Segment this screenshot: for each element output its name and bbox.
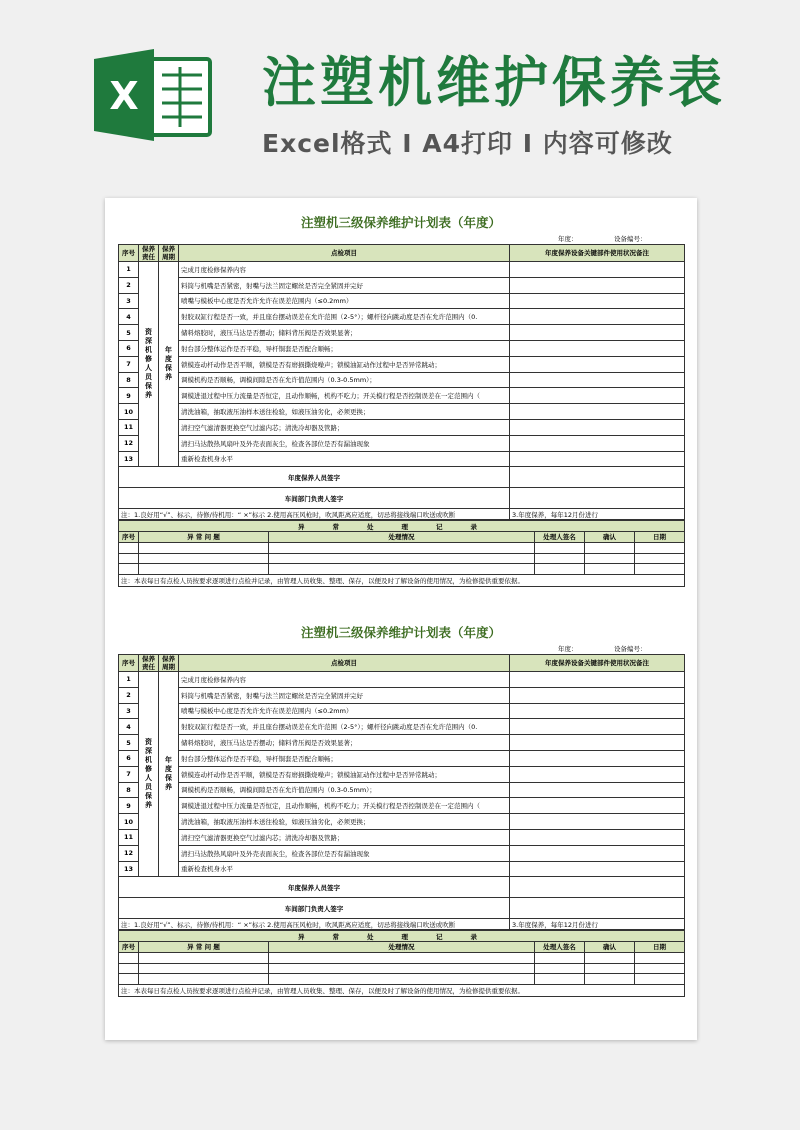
sign-row-staff (119, 467, 685, 488)
cycle-cell: 年度保养 (159, 672, 179, 877)
banner (0, 0, 800, 195)
item-note-cell (510, 735, 685, 751)
table-row (119, 861, 685, 877)
item-note-cell (510, 293, 685, 309)
issue-blank-cell (139, 543, 269, 554)
item-text: 锁模连动杆动作是否平顺，锁模是否有磨损撕烧噪声；锁模油缸动作过程中是否异常跳动； (179, 356, 510, 372)
issue-blank-cell (139, 553, 269, 564)
item-note-cell (510, 277, 685, 293)
table-row (119, 814, 685, 830)
issue-blank-cell (119, 553, 139, 564)
table-row (119, 293, 685, 309)
item-number: 2 (119, 277, 139, 293)
item-text: 调模进退过程中压力流量是否恒定，且动作顺畅，机构不吃力；开关模行程是否控制误差在一定范围内（ (179, 388, 510, 404)
note-right: 3.年度保养，每年12月份进行 (510, 919, 685, 930)
item-number: 12 (119, 845, 139, 861)
issue-blank-cell (139, 963, 269, 974)
item-note-cell (510, 451, 685, 467)
issue-blank-row (119, 564, 685, 575)
year-label: 年度： (558, 645, 578, 653)
item-text: 锁模连动杆动作是否平顺，锁模是否有磨损撕烧噪声；锁模油缸动作过程中是否异常跳动； (179, 766, 510, 782)
item-number: 12 (119, 435, 139, 451)
col-cycle: 保养周期 (159, 655, 179, 672)
issue-band-row (119, 521, 685, 532)
issue-blank-row (119, 553, 685, 564)
table-row (119, 372, 685, 388)
item-text: 清扫空气滤清器更换空气过滤内芯；清洗冷却器及管路； (179, 829, 510, 845)
issue-blank-row (119, 974, 685, 985)
item-note-cell (510, 766, 685, 782)
col-no: 序号 (119, 655, 139, 672)
item-number: 2 (119, 687, 139, 703)
issue-blank-cell (119, 974, 139, 985)
issue-band-row (119, 931, 685, 942)
item-number: 3 (119, 703, 139, 719)
issue-blank-cell (585, 953, 635, 964)
table-row (119, 419, 685, 435)
issue-blank-cell (139, 953, 269, 964)
issue-blank-cell (269, 974, 535, 985)
table-row (119, 829, 685, 845)
item-note-cell (510, 782, 685, 798)
item-number: 1 (119, 262, 139, 278)
table-row (119, 356, 685, 372)
item-note-cell (510, 687, 685, 703)
table-row (119, 703, 685, 719)
item-number: 13 (119, 861, 139, 877)
table-row (119, 672, 685, 688)
item-text: 清洗油箱，抽取液压油样本送往检验，如液压油劣化，必须更换； (179, 404, 510, 420)
col-note: 年度保养设备关键部件使用状况备注 (510, 655, 685, 672)
item-note-cell (510, 262, 685, 278)
responsible-cell: 资深机修人员保养 (139, 672, 159, 877)
item-text: 储料熔胶时，液压马达是否摆动；储料背压阀是否效果显著； (179, 325, 510, 341)
issue-blank-cell (635, 553, 685, 564)
issue-blank-cell (269, 963, 535, 974)
plan-sheet-2 (118, 622, 684, 997)
item-text: 射胶双缸行程是否一致，并且座台摆动误差在允许范围（2-5°）；螺杆径向跳动度是否在允许范围内（0. (179, 719, 510, 735)
sheet-meta (118, 234, 684, 244)
item-text: 完成月度检修保养内容 (179, 262, 510, 278)
issue-col-signer: 处理人签名 (535, 532, 585, 543)
inspection-table (118, 654, 685, 930)
item-note-cell (510, 672, 685, 688)
issue-blank-cell (535, 564, 585, 575)
issue-blank-cell (535, 974, 585, 985)
issue-blank-cell (269, 553, 535, 564)
sheet-meta (118, 644, 684, 654)
sign-manager-value (510, 898, 685, 919)
responsible-cell: 资深机修人员保养 (139, 262, 159, 467)
issue-table (118, 520, 685, 587)
note-row (119, 509, 685, 520)
issue-blank-cell (139, 564, 269, 575)
note-left: 注：1.良好用“√”、标示，待修/待机用：“ ×”标示 2.使用高压风枪时，吹风距离应适度，切忌将接线端口吹送或吹断 (119, 509, 510, 520)
col-note: 年度保养设备关键部件使用状况备注 (510, 245, 685, 262)
table-header-row (119, 655, 685, 672)
sheet-title: 注塑机三级保养维护计划表（年度） (300, 215, 501, 230)
table-row (119, 325, 685, 341)
table-row (119, 435, 685, 451)
item-number: 8 (119, 782, 139, 798)
sign-staff-value (510, 877, 685, 898)
col-no: 序号 (119, 245, 139, 262)
issue-band: 异常处理记录 (119, 931, 685, 942)
issue-band: 异常处理记录 (119, 521, 685, 532)
item-note-cell (510, 750, 685, 766)
issue-blank-cell (585, 564, 635, 575)
device-label: 设备编号： (614, 645, 647, 653)
item-note-cell (510, 340, 685, 356)
item-number: 11 (119, 419, 139, 435)
issue-blank-cell (535, 963, 585, 974)
table-row (119, 798, 685, 814)
issue-blank-row (119, 543, 685, 554)
sign-manager-value (510, 488, 685, 509)
issue-blank-cell (535, 953, 585, 964)
page-subtitle: Excel格式 I A4打印 I 内容可修改 (262, 129, 673, 158)
issue-blank-cell (585, 963, 635, 974)
table-row (119, 262, 685, 278)
item-note-cell (510, 356, 685, 372)
item-text: 完成月度检修保养内容 (179, 672, 510, 688)
table-row (119, 719, 685, 735)
sign-row-manager (119, 898, 685, 919)
plan-sheet-1 (118, 212, 684, 587)
sign-manager-label: 车间部门负责人签字 (119, 488, 510, 509)
sign-staff-label: 年度保养人员签字 (119, 467, 510, 488)
issue-blank-row (119, 963, 685, 974)
item-number: 6 (119, 340, 139, 356)
item-number: 4 (119, 309, 139, 325)
issue-blank-cell (119, 564, 139, 575)
item-note-cell (510, 829, 685, 845)
item-note-cell (510, 435, 685, 451)
table-row (119, 277, 685, 293)
table-row (119, 845, 685, 861)
table-row (119, 340, 685, 356)
year-label: 年度： (558, 235, 578, 243)
item-number: 13 (119, 451, 139, 467)
logo-letter: X (109, 74, 139, 118)
issue-col-date: 日期 (635, 532, 685, 543)
item-text: 清扫马达散热风扇叶及外壳表面灰尘，检查各部位是否有漏油现象 (179, 845, 510, 861)
item-text: 重新检查机身水平 (179, 451, 510, 467)
item-note-cell (510, 861, 685, 877)
issue-blank-cell (635, 953, 685, 964)
issue-col-confirm: 确认 (585, 942, 635, 953)
issue-blank-cell (635, 564, 685, 575)
item-note-cell (510, 309, 685, 325)
item-text: 料筒与机嘴是否紧密，射嘴与法兰固定螺丝是否完全紧固并完好 (179, 277, 510, 293)
footer-note: 注：本表每日有点检人员按要求逐项进行点检并记录，由管理人员收集、整理、保存，以便及时了解设备的使用情况，为检修提供重要依据。 (119, 574, 685, 586)
issue-blank-cell (585, 974, 635, 985)
item-text: 调模机构是否顺畅，调模间隙是否在允许值范围内（0.3-0.5mm）； (179, 782, 510, 798)
item-text: 调模机构是否顺畅，调模间隙是否在允许值范围内（0.3-0.5mm）； (179, 372, 510, 388)
page-title: 注塑机维护保养表 (262, 51, 726, 114)
item-number: 6 (119, 750, 139, 766)
issue-blank-cell (535, 553, 585, 564)
issue-table (118, 930, 685, 997)
issue-col-date: 日期 (635, 942, 685, 953)
issue-col-signer: 处理人签名 (535, 942, 585, 953)
table-header-row (119, 245, 685, 262)
item-number: 9 (119, 798, 139, 814)
item-note-cell (510, 703, 685, 719)
item-note-cell (510, 404, 685, 420)
issue-blank-cell (635, 543, 685, 554)
issue-blank-cell (635, 963, 685, 974)
item-number: 11 (119, 829, 139, 845)
table-row (119, 451, 685, 467)
issue-blank-cell (119, 953, 139, 964)
issue-blank-cell (585, 553, 635, 564)
table-row (119, 687, 685, 703)
paper-sheet (105, 198, 697, 1040)
col-item: 点检项目 (179, 245, 510, 262)
table-row (119, 766, 685, 782)
issue-blank-cell (139, 974, 269, 985)
item-text: 喷嘴与模板中心度是否允许允许在误差范围内（≤0.2mm） (179, 293, 510, 309)
item-number: 8 (119, 372, 139, 388)
issue-blank-cell (119, 543, 139, 554)
col-responsible: 保养责任 (139, 655, 159, 672)
col-cycle: 保养周期 (159, 245, 179, 262)
issue-blank-cell (535, 543, 585, 554)
table-row (119, 782, 685, 798)
item-number: 7 (119, 356, 139, 372)
issue-blank-cell (585, 543, 635, 554)
note-left: 注：1.良好用“√”、标示，待修/待机用：“ ×”标示 2.使用高压风枪时，吹风距离应适度，切忌将接线端口吹送或吹断 (119, 919, 510, 930)
sign-staff-label: 年度保养人员签字 (119, 877, 510, 898)
item-text: 射台部分整体运作是否平稳，导杆铜套是否配合顺畅； (179, 340, 510, 356)
issue-header-row (119, 942, 685, 953)
item-number: 7 (119, 766, 139, 782)
item-text: 重新检查机身水平 (179, 861, 510, 877)
item-note-cell (510, 814, 685, 830)
item-number: 1 (119, 672, 139, 688)
issue-col-no: 序号 (119, 942, 139, 953)
item-text: 清洗油箱，抽取液压油样本送往检验，如液压油劣化，必须更换； (179, 814, 510, 830)
item-text: 调模进退过程中压力流量是否恒定，且动作顺畅，机构不吃力；开关模行程是否控制误差在一定范围内（ (179, 798, 510, 814)
sign-row-staff (119, 877, 685, 898)
item-note-cell (510, 388, 685, 404)
item-number: 5 (119, 735, 139, 751)
item-note-cell (510, 845, 685, 861)
issue-col-problem: 异 常 问 题 (139, 942, 269, 953)
issue-col-problem: 异 常 问 题 (139, 532, 269, 543)
excel-icon (90, 45, 220, 145)
item-text: 料筒与机嘴是否紧密，射嘴与法兰固定螺丝是否完全紧固并完好 (179, 687, 510, 703)
item-note-cell (510, 719, 685, 735)
issue-blank-cell (635, 974, 685, 985)
issue-blank-cell (119, 963, 139, 974)
item-number: 3 (119, 293, 139, 309)
issue-col-handling: 处理情况 (269, 942, 535, 953)
sheet-title: 注塑机三级保养维护计划表（年度） (300, 625, 501, 640)
footer-row (119, 984, 685, 996)
issue-blank-cell (269, 543, 535, 554)
inspection-table (118, 244, 685, 520)
item-number: 4 (119, 719, 139, 735)
item-text: 射胶双缸行程是否一致，并且座台摆动误差在允许范围（2-5°）；螺杆径向跳动度是否在允许范围内（0. (179, 309, 510, 325)
item-note-cell (510, 372, 685, 388)
issue-blank-row (119, 953, 685, 964)
sign-manager-label: 车间部门负责人签字 (119, 898, 510, 919)
note-right: 3.年度保养，每年12月份进行 (510, 509, 685, 520)
table-row (119, 404, 685, 420)
col-responsible: 保养责任 (139, 245, 159, 262)
issue-col-no: 序号 (119, 532, 139, 543)
item-text: 清扫马达散热风扇叶及外壳表面灰尘，检查各部位是否有漏油现象 (179, 435, 510, 451)
sign-staff-value (510, 467, 685, 488)
issue-col-confirm: 确认 (585, 532, 635, 543)
col-item: 点检项目 (179, 655, 510, 672)
table-row (119, 735, 685, 751)
item-text: 射台部分整体运作是否平稳，导杆铜套是否配合顺畅； (179, 750, 510, 766)
issue-header-row (119, 532, 685, 543)
table-row (119, 388, 685, 404)
item-text: 储料熔胶时，液压马达是否摆动；储料背压阀是否效果显著； (179, 735, 510, 751)
item-text: 清扫空气滤清器更换空气过滤内芯；清洗冷却器及管路； (179, 419, 510, 435)
footer-note: 注：本表每日有点检人员按要求逐项进行点检并记录，由管理人员收集、整理、保存，以便及时了解设备的使用情况，为检修提供重要依据。 (119, 984, 685, 996)
table-row (119, 309, 685, 325)
note-row (119, 919, 685, 930)
item-note-cell (510, 325, 685, 341)
sign-row-manager (119, 488, 685, 509)
cycle-cell: 年度保养 (159, 262, 179, 467)
issue-col-handling: 处理情况 (269, 532, 535, 543)
item-number: 10 (119, 404, 139, 420)
item-text: 喷嘴与模板中心度是否允许允许在误差范围内（≤0.2mm） (179, 703, 510, 719)
item-number: 9 (119, 388, 139, 404)
item-note-cell (510, 798, 685, 814)
footer-row (119, 574, 685, 586)
table-row (119, 750, 685, 766)
item-number: 10 (119, 814, 139, 830)
item-number: 5 (119, 325, 139, 341)
issue-blank-cell (269, 564, 535, 575)
device-label: 设备编号： (614, 235, 647, 243)
issue-blank-cell (269, 953, 535, 964)
item-note-cell (510, 419, 685, 435)
